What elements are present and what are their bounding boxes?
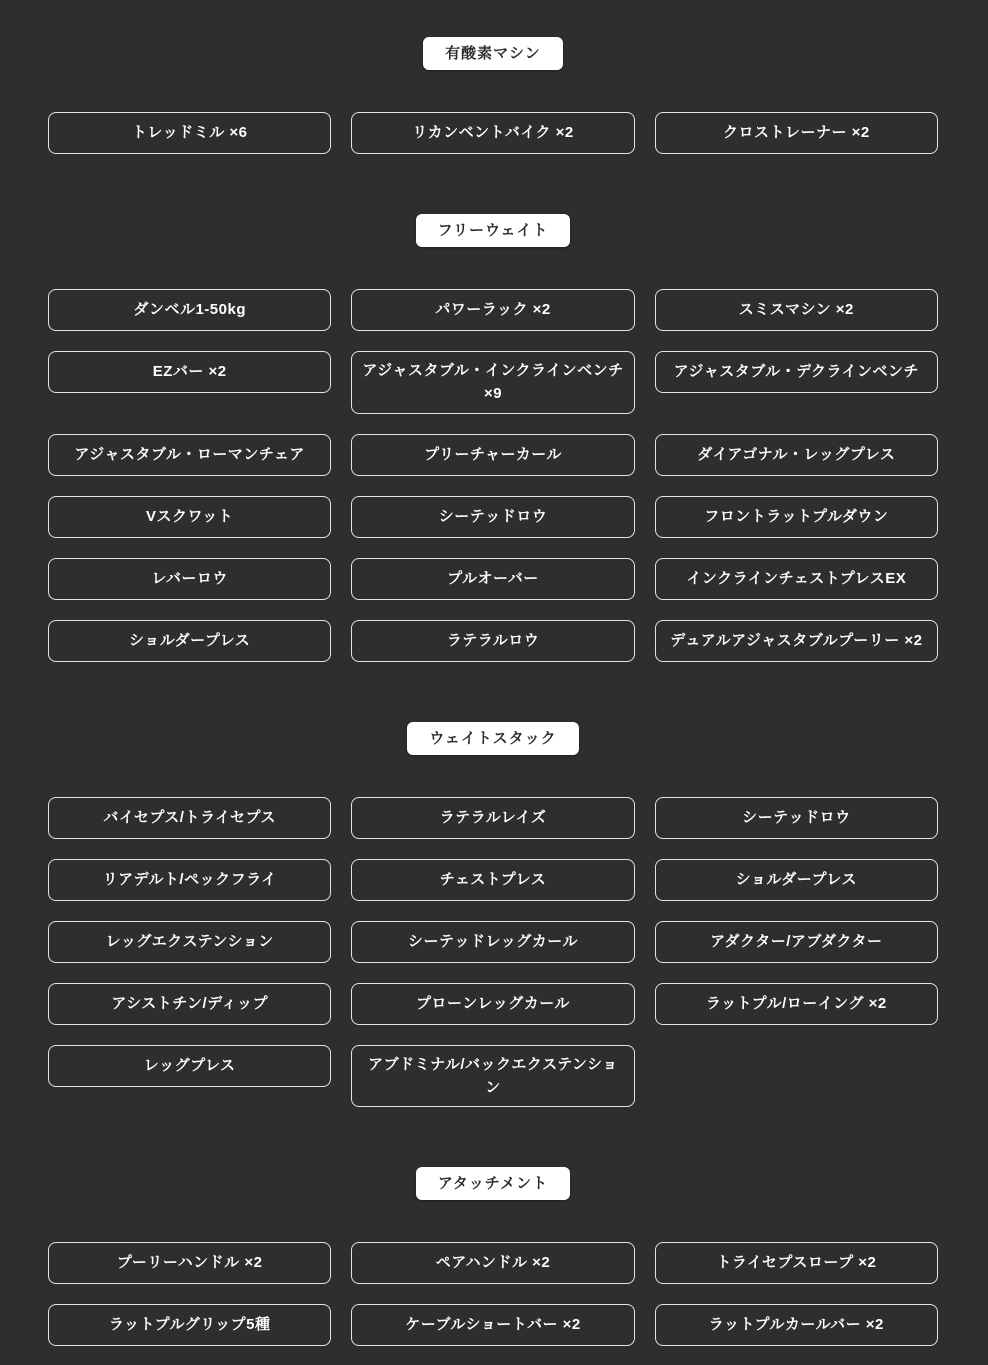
equipment-item: ダンベル1-50kg: [48, 289, 331, 331]
equipment-item: パワーラック ×2: [351, 289, 634, 331]
section-header-row: [48, 722, 938, 755]
equipment-item: スミスマシン ×2: [655, 289, 938, 331]
equipment-section: [48, 37, 938, 154]
equipment-grid: [48, 1242, 938, 1346]
equipment-item: ケーブルショートバー ×2: [351, 1304, 634, 1346]
equipment-item: アブドミナル/バックエクステンション: [351, 1045, 634, 1108]
equipment-item: シーテッドロウ: [351, 496, 634, 538]
equipment-item: アジャスタブル・ローマンチェア: [48, 434, 331, 476]
equipment-item: デュアルアジャスタブルプーリー ×2: [655, 620, 938, 662]
equipment-item: クロストレーナー ×2: [655, 112, 938, 154]
equipment-grid: [48, 112, 938, 154]
equipment-item: プローンレッグカール: [351, 983, 634, 1025]
equipment-item: ラットプルグリップ5種: [48, 1304, 331, 1346]
equipment-item: ペアハンドル ×2: [351, 1242, 634, 1284]
equipment-item: プリーチャーカール: [351, 434, 634, 476]
section-title-badge: アタッチメント: [416, 1167, 570, 1200]
section-header-row: [48, 1167, 938, 1200]
section-title-badge: 有酸素マシン: [423, 37, 563, 70]
equipment-grid: [48, 797, 938, 1108]
equipment-item: アシストチン/ディップ: [48, 983, 331, 1025]
section-title-badge: ウェイトスタック: [407, 722, 578, 755]
equipment-item: プーリーハンドル ×2: [48, 1242, 331, 1284]
equipment-item: ラットプル/ローイング ×2: [655, 983, 938, 1025]
section-header-row: [48, 214, 938, 247]
equipment-item: レッグプレス: [48, 1045, 331, 1087]
equipment-item: アジャスタブル・インクラインベンチ ×9: [351, 351, 634, 414]
equipment-item: プルオーバー: [351, 558, 634, 600]
equipment-item: リアデルト/ペックフライ: [48, 859, 331, 901]
equipment-item: シーテッドレッグカール: [351, 921, 634, 963]
equipment-item: フロントラットプルダウン: [655, 496, 938, 538]
equipment-item: レッグエクステンション: [48, 921, 331, 963]
equipment-section: [48, 1167, 938, 1346]
equipment-item: ショルダープレス: [48, 620, 331, 662]
equipment-item: ラットプルカールバー ×2: [655, 1304, 938, 1346]
equipment-item: チェストプレス: [351, 859, 634, 901]
equipment-item: レバーロウ: [48, 558, 331, 600]
equipment-item: ラテラルロウ: [351, 620, 634, 662]
equipment-item: EZバー ×2: [48, 351, 331, 393]
equipment-grid: [48, 289, 938, 662]
equipment-item: Vスクワット: [48, 496, 331, 538]
equipment-item: トレッドミル ×6: [48, 112, 331, 154]
equipment-item: インクラインチェストプレスEX: [655, 558, 938, 600]
equipment-item: ダイアゴナル・レッグプレス: [655, 434, 938, 476]
equipment-item: アジャスタブル・デクラインベンチ: [655, 351, 938, 393]
section-header-row: [48, 37, 938, 70]
equipment-item: ショルダープレス: [655, 859, 938, 901]
equipment-item: アダクター/アブダクター: [655, 921, 938, 963]
equipment-item: ラテラルレイズ: [351, 797, 634, 839]
equipment-item: トライセプスロープ ×2: [655, 1242, 938, 1284]
equipment-item: リカンベントバイク ×2: [351, 112, 634, 154]
equipment-section: [48, 214, 938, 662]
equipment-item: バイセプス/トライセプス: [48, 797, 331, 839]
section-title-badge: フリーウェイト: [416, 214, 571, 247]
equipment-item: シーテッドロウ: [655, 797, 938, 839]
equipment-section: [48, 722, 938, 1108]
